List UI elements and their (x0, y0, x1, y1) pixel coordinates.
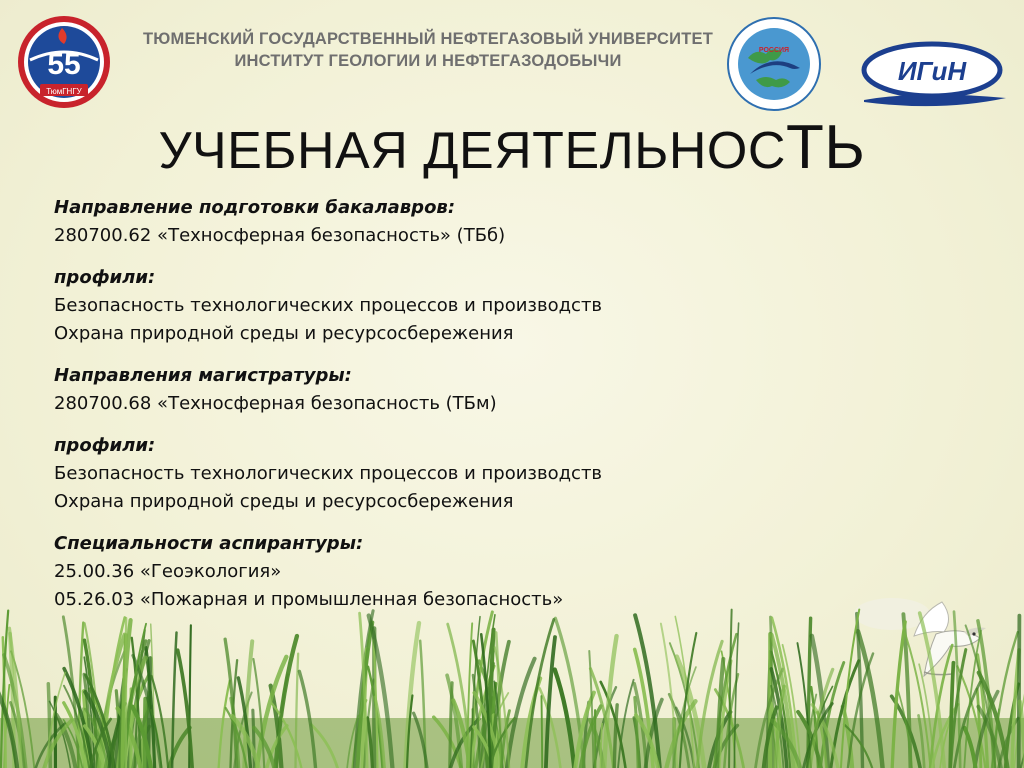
logo-caption: ТюмГНГУ (46, 87, 82, 96)
igin-logo (860, 40, 1010, 112)
header-institute: ИНСТИТУТ ГЕОЛОГИИ И НЕФТЕГАЗОДОБЫЧИ (234, 52, 622, 70)
block-line: 280700.62 «Техносферная безопасность» (ТБб) (54, 225, 506, 246)
content-body (54, 194, 814, 628)
block-heading: профили: (54, 267, 156, 288)
header-university: ТЮМЕНСКИЙ ГОСУДАРСТВЕННЫЙ НЕФТЕГАЗОВЫЙ УНИВЕРСИТЕТ (143, 30, 713, 48)
block-heading: Направление подготовки бакалавров: (54, 197, 456, 218)
grass-blade (1019, 616, 1020, 768)
dolphin-globe-logo (726, 16, 822, 112)
university-55-logo (16, 14, 112, 110)
block-line: Охрана природной среды и ресурсосбережения (54, 323, 514, 344)
title-main: УЧЕБНАЯ ДЕЯТЕЛЬНОС (158, 122, 786, 180)
block-line: 05.26.03 «Пожарная и промышленная безопасность» (54, 589, 564, 610)
block-line: 280700.68 «Техносферная безопасность (ТБм) (54, 393, 497, 414)
page-title (0, 112, 1024, 183)
logo-number: 55 (47, 48, 81, 81)
header-title (138, 28, 718, 72)
block-line: Безопасность технологических процессов и производств (54, 463, 603, 484)
block-heading: Направления магистратуры: (54, 365, 352, 386)
logo-russia-label: РОССИЯ (758, 47, 790, 54)
block-line: 25.00.36 «Геоэкология» (54, 561, 282, 582)
block-heading: профили: (54, 435, 156, 456)
block-bachelor (54, 194, 814, 250)
block-bachelor-profiles (54, 264, 814, 348)
block-master (54, 362, 814, 418)
block-line: Охрана природной среды и ресурсосбережения (54, 491, 514, 512)
grass-decoration (0, 598, 1024, 768)
igin-label: ИГиН (897, 56, 967, 86)
block-heading: Специальности аспирантуры: (54, 533, 364, 554)
grass-blade (541, 696, 542, 768)
block-line: Безопасность технологических процессов и производств (54, 295, 603, 316)
block-master-profiles (54, 432, 814, 516)
title-tail: ТЬ (785, 113, 866, 182)
